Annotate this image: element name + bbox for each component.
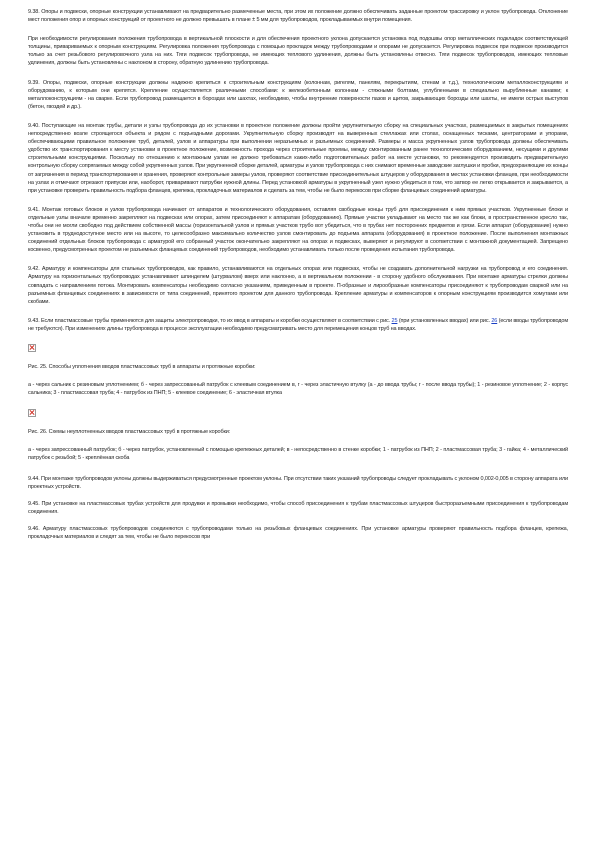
paragraph-9-40: 9.40. Поступающие на монтаж трубы, детали и узлы трубопровода до их установки в проектное положение должны пройти укрупнительную сборку на специальных участках, размещаемых в закрытых помещениях непосредственно возле строящегося объекта и рядом с подъездными дорогами. Укрупнительную сборку производят на выверенных стеллажах или столах, оснащенных тисками, центраторами и упорами, обеспечивающими правильное положение труб, деталей, узлов и аппаратуры при выполнении неразъемных и разъемных соединений. Размеры и масса укрупненных узлов трубопровода должны обеспечивать удобство их транспортирования к месту установки в проектное положение, возможность прохода через строительные проемы, между смонтированным ранее технологическим оборудованием, несущими и другими строительными конструкциями. Поскольку по отношению к монтажным узлам не должно требоваться каких-либо подготовительных работ на месте установки, то рекомендуется производить предварительную контрольную сборку сопрягаемых между собой укрупненных узлов. При укрупненной сборке деталей, арматуры и узлов трубопровода с них снимают временные заводские заглушки и пробки, предохраняющие их концы от загрязнения в период транспортирования и хранения, проверяют контрольные замеры узлов, проверяют соответствие присоединительных штуцеров у оборудования в местах установки фланцев, при необходимости на узлах и отмечают отрезают припуски или, наоборот, приваривают патрубки нужной длины. Перед установкой арматуры в укрупненный узел нужно убедиться в том, что затвор ее легко открывается и закрывается, а при установке проверить правильность подбора фланцев, крепежа, прокладочных материалов и сделать за тем, чтобы не было перекосов при сборке фланцевых соединений арматуры. [28,122,568,194]
paragraph-9-41: 9.41. Монтаж готовых блоков и узлов трубопровода начинают от аппаратов и технологического оборудования, оставляя свободные концы труб для присоединения к ним прямых участков. Укрупненные блоки и отдельные узлы вначале временно закрепляют на подвесках или опорах, затем присоединяют к аппаратам (оборудованию). Прямые участки укладывают на место так же как блоки, в пространственное кресло так, чтобы они не могли свободно под действием собственной массы (горизонтальной узлов и прямых участков трубо вот убедиться, что в трубах нет посторонних предметов и грязи. Если аппарат (оборудование) нужно установить в труднодоступное место или на высоте, то целесообразно максимально количество узлов смонтировать до подъема аппарата (оборудования) в проектное положение. После выполнения монтажных соединений отдельных блоков трубопровода с арматурой его собранный участок окончательно закрепляют на опорах и подвесках, выверяют и регулируют в соответствии с монтажной документацией. Запрещено косвенно, предусмотренных проектом не разъемных фланцевых соединений трубопроводов, необходимо устанавливать только после проведения испытания трубопровода. [28,206,568,254]
paragraph-9-38-continued: При необходимости регулирования положения трубопровода в вертикальной плоскости и для обеспечения проектного уклона допускается установка под подошвы опор металлических подкладок соответствующей толщины, привариваемых к опорным конструкциям. Регулировка положения трубопровода с помощью прокладок между трубопроводами и опорами не допускается. Регулировка подвесок при подвеске производится только за счет резьбового регулировочного узла на них. Тяги подвесок трубопровода, не имеющих теплового удлинения, должны быть установлены отвесно. Тяги подвесок трубопроводов, имеющих тепловые удлинения, должны быть установлены с наклоном в сторону, обратную удлинению трубопровода. [28,36,568,67]
broken-image-icon [28,344,36,352]
paragraph-9-44: 9.44. При монтаже трубопроводов уклоны должны выдерживаться предусмотренные проектом уклоны. При отсутствии таких указаний трубопроводы следует прокладывать с уклоном 0,002-0,005 в сторону аппарата или проектных устройств. [28,475,568,490]
figure-25-caption: Рис. 25. Способы уплотнения вводов пластмассовых труб в аппараты и протяжные коробки: [28,364,256,370]
figure-26-link[interactable]: 26 [491,317,498,324]
figure-26-caption: Рис. 26. Схемы неуплотненных вводов пластмассовых труб в протяжные коробки: [28,429,231,436]
paragraph-9-45: 9.45. При установке на пластмассовых трубах устройств для продувки и промывки необходимо, чтобы способ присоединения к трубам пластмассовых штуцеров быстроразъемными присоединения к трубопроводам соединения. [28,500,568,515]
document-page [28,8,568,550]
paragraph-9-43 [28,317,568,333]
paragraph-9-43-text: 9.43. Если пластмассовые трубы применяются для защиты электропроводки, то их ввод в аппараты и коробки осуществляют в соответствии с рис. [28,317,391,324]
figure-25-legend: а - через сальник с резиновым уплотнением; б - через запрессованный патрубок с клеевым соединением в, г - через эластичную втулку (а - до ввода трубы; г - после ввода трубы); 1 - резиновое уплотнение; 2 - корпус сальника; 3 - пластмассовая труба; 4 - патрубок из ПНП; 5 - клеевое соединение; 6 - эластичная втулка [28,382,568,397]
paragraph-9-42: 9.42. Арматуру и компенсаторы для стальных трубопроводов, как правило, устанавливаются на отдельных опорах или подвесках, чтобы не создавать дополнительной нагрузки на трубопровод и его соединения. Арматуру на горизонтальных трубопроводах устанавливают шпинделем (штурвалом) вверх или наклонно, а в вертикальном положении - в сторону удобного обслуживания. При монтаже арматуры стрелки должны совпадать с направлением потока. Монтировать компенсаторы необходимо согласно указаниям, приведенным в проекте. П-образные и лирообразные компенсаторы присоединяют к трубопроводам сваркой или на разъемных фланцевых соединениях в зависимости от типа соединений, принятого проектом для данного трубопровода. Крепление арматуры и компенсаторов к опорным конструкциям производится хомутами или скобами. [28,266,568,305]
paragraph-9-46: 9.46. Арматуру пластмассовых трубопроводов соединяются с трубопроводами только на резьбовых фланцевых соединениях. При установке арматуры проверяют правильность подбора фланцев, крепежа, прокладочных материалов и следят за тем, чтобы не было перекосов при [28,525,568,541]
figure-26-legend: а - через запрессованный патрубок; б - через патрубок, установленный с помощью крепежных деталей; в - непосредственно в стенке коробки; 1 - патрубок из ПНП; 2 - пластмассовая труба; 3 - гайка; 4 - металлический патрубок с резьбой; 5 - креплённая скоба [28,447,568,462]
paragraph-9-43-text-mid: (при установленных вводах) или рис. [397,317,490,324]
paragraph-9-38: 9.38. Опоры и подвески, опорные конструкции устанавливают на предварительно размеченные места, при этом их положение должно обеспечивать заданные проектом трассировку и уклон трубопровода. Отклонение мест положения опор и опорных конструкций от проектного не должно превышать в плане ± 5 мм для трубопроводов, прокладываемых внутри помещения. [28,9,568,24]
paragraph-9-43-text-end: (если вводы трубопроводом не требуются). При изменениях длины трубопровода в процессе эксплуатации необходимо предусматривать место для перемещения концов труб на вводах. [28,317,568,332]
figure-25-link[interactable]: 25 [391,317,398,324]
paragraph-9-39: 9.39. Опоры, подвески, опорные конструкции должны надежно крепиться к строительным конструкциям (колоннам, ригелям, панелям, перекрытиям, стенам и т.д.), технологическим металлоконструкциям и оборудованию, к которым они крепятся. Крепление осуществляется различными способами: к железобетонным колоннам - стяжными болтами, углубленными в специально вырубленные канавки; к металлоконструкциям - на сварке. Если трубопровод размещается в бороздах или шахтах, необходимо, чтобы внутренние поверхности пазов и щитов, закрывающих борозды или шахты, не имели острых выступов (бетон, гвоздей и др.). [28,79,568,110]
broken-image-icon [28,409,36,417]
